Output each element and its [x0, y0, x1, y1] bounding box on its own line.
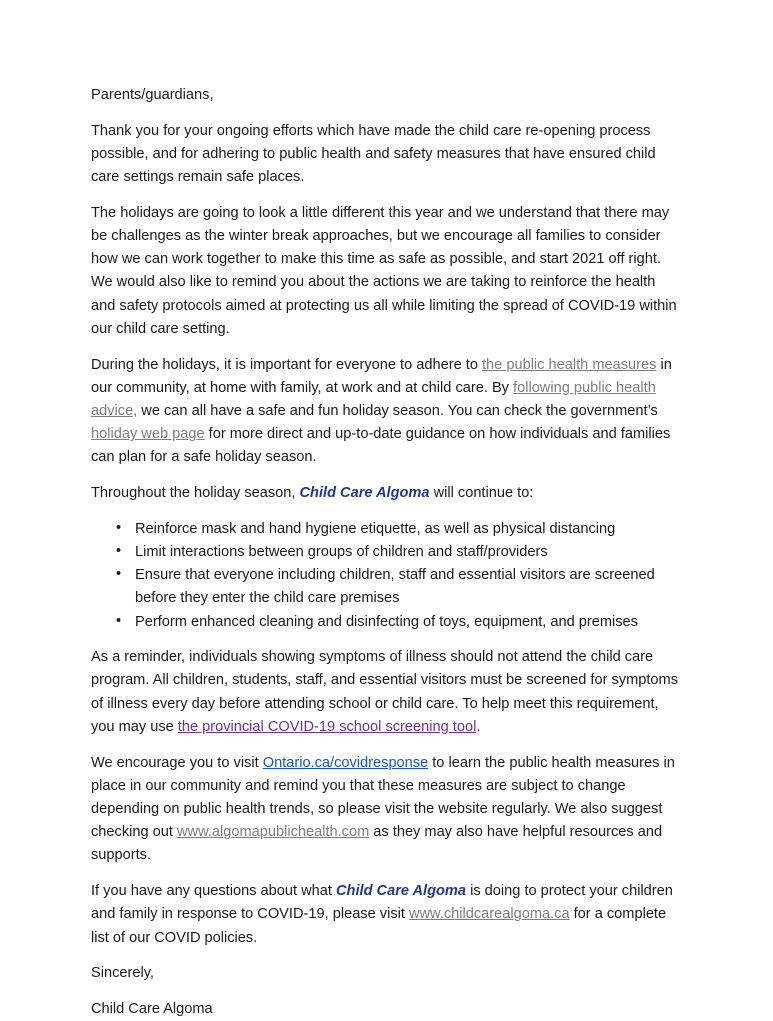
- questions-text-2: is doing to protect your children and family in response to COVID-19, please visit: [91, 883, 673, 923]
- adhere-text-3: we can all have a safe and fun holiday season. You can check the government’s: [137, 402, 658, 419]
- questions-text-3: for a complete list of our COVID policies.: [91, 906, 667, 946]
- closing: Sincerely,: [91, 965, 154, 982]
- signature: Child Care Algoma: [91, 1000, 213, 1017]
- salutation: Parents/guardians,: [91, 87, 214, 103]
- list-item: • Limit interactions between groups of children and staff/providers: [91, 541, 680, 564]
- link-algoma-public-health[interactable]: www.algomapublichealth.com: [177, 824, 370, 841]
- brand-name-inline: Child Care Algoma: [336, 883, 467, 900]
- document-body: [91, 84, 680, 1021]
- link-ontario-covidresponse[interactable]: Ontario.ca/covidresponse: [262, 754, 429, 771]
- throughout-text-1: Throughout the holiday season,: [91, 485, 300, 502]
- paragraph-encourage: [91, 752, 680, 868]
- paragraph-questions: [91, 880, 680, 950]
- adhere-text-1: During the holidays, it is important for everyone to adhere to: [91, 356, 482, 373]
- encourage-text-3: as they may also have helpful resources and supports.: [91, 824, 663, 864]
- link-holiday-web-page[interactable]: holiday web page: [91, 426, 205, 443]
- reminder-text-1: As a reminder, individuals showing symptoms of illness should not attend the child care program. All children, students, staff, and essential visitors must be screened for symptoms of illness every day before attending school or child care. To help meet this requirement, you may use: [91, 649, 678, 735]
- brand-name-inline: Child Care Algoma: [299, 485, 430, 502]
- paragraph-adhere: [91, 354, 680, 470]
- questions-text-1: If you have any questions about what: [91, 883, 337, 900]
- link-provincial-screening-tool[interactable]: the provincial COVID-19 school screening tool: [177, 718, 477, 735]
- paragraph-holidays-intro: The holidays are going to look a little different this year and we understand that there may be challenges as the winter break approaches, but we encourage all families to consider how we can work together to make this time as safe as possible, and start 2021 off right. We would also like to remind you about the actions we are taking to reinforce the health and safety protocols aimed at protecting us all while limiting the spread of COVID-19 within our child care setting.: [91, 204, 677, 337]
- paragraph-throughout: [91, 482, 680, 505]
- list-item: • Reinforce mask and hand hygiene etiquette, as well as physical distancing: [91, 518, 680, 541]
- encourage-text-2: to learn the public health measures in place in our community and remind you that these measures are subject to change depending on public health trends, so please visit the website regularly. We also suggest checking out: [91, 754, 675, 841]
- paragraph-thanks: Thank you for your ongoing efforts which have made the child care re-opening process possible, and for adhering to public health and safety measures that have ensured child care settings remain safe places.: [91, 122, 656, 186]
- link-public-health-measures[interactable]: the public health measures: [482, 356, 657, 373]
- paragraph-reminder: [91, 646, 680, 739]
- adhere-text-2: in our community, at home with family, at work and at child care. By: [91, 356, 672, 396]
- reminder-text-2: .: [476, 718, 481, 735]
- list-item: • Ensure that everyone including children, staff and essential visitors are screened before they enter the child care premises: [91, 564, 680, 610]
- adhere-text-4: for more direct and up-to-date guidance on how individuals and families can plan for a safe holiday season.: [91, 426, 671, 466]
- link-childcarealgoma[interactable]: www.childcarealgoma.ca: [408, 906, 570, 923]
- list-item: • Perform enhanced cleaning and disinfecting of toys, equipment, and premises: [91, 611, 680, 634]
- commitments-list: [91, 518, 680, 634]
- encourage-text-1: We encourage you to visit: [91, 754, 263, 771]
- throughout-text-2: will continue to:: [429, 485, 534, 502]
- link-following-public-health-advice[interactable]: following public health advice,: [91, 379, 656, 419]
